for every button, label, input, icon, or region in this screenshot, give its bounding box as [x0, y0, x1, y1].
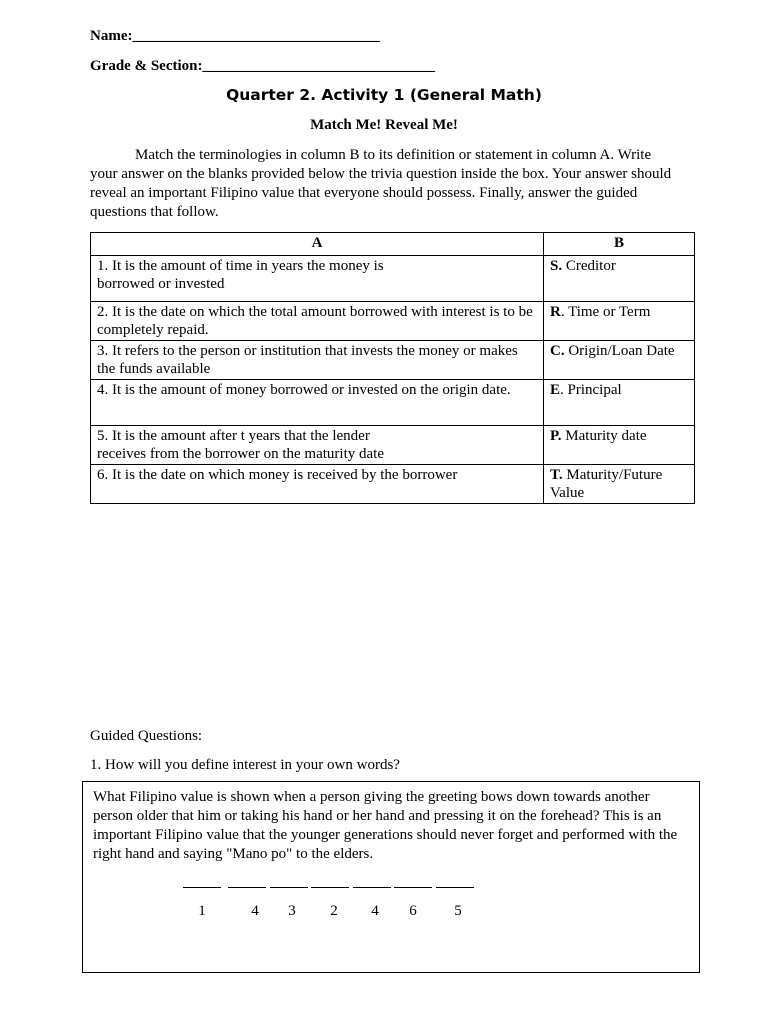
answer-blank[interactable]: [228, 887, 266, 889]
term-text: Maturity date: [561, 428, 647, 444]
column-b-header: B: [544, 233, 695, 256]
definition-line: 6. It is the date on which money is received by the borrower: [97, 467, 458, 483]
term-letter: R: [550, 304, 561, 320]
answer-blank[interactable]: [436, 887, 474, 889]
matching-table: [90, 232, 695, 504]
definition-line: receives from the borrower on the maturity date: [97, 446, 384, 462]
table-row: [91, 465, 695, 504]
term-text: . Principal: [560, 382, 622, 398]
guided-questions-heading: Guided Questions:: [90, 728, 203, 744]
definition-line: borrowed or invested: [97, 276, 225, 292]
definition-line: 3. It refers to the person or institution that invests the money or makes: [97, 343, 518, 359]
term-letter: E: [550, 382, 561, 398]
table-header-row: [91, 233, 695, 256]
name-field: [90, 28, 380, 45]
term-cell: [544, 302, 695, 341]
definition-line: 1. It is the amount of time in years the money is: [97, 258, 384, 274]
definition-cell: [91, 341, 544, 380]
term-letter: T.: [550, 467, 563, 483]
answer-blank[interactable]: [270, 887, 308, 889]
blank-number: 1: [198, 903, 206, 919]
term-cell: [544, 465, 695, 504]
trivia-question: What Filipino value is shown when a person giving the greeting bows down towards another person older that him or taking his hand or her hand and pressing it on the forehead? This is an important Filipino value that the younger generations should never forget and performed with the right hand and saying "Mano po" to the elders.: [93, 789, 678, 862]
definition-line: 4. It is the amount of money borrowed or invested on the origin date.: [97, 382, 511, 398]
table-row: [91, 341, 695, 380]
blank-number: 5: [454, 903, 462, 919]
blank-number: 3: [288, 903, 296, 919]
definition-cell: [91, 426, 544, 465]
blank-number: 2: [330, 903, 338, 919]
answer-blank[interactable]: [183, 887, 221, 889]
definition-cell: [91, 302, 544, 341]
definition-cell: [91, 256, 544, 302]
table-row: [91, 380, 695, 426]
definition-line: 2. It is the date on which the total amount borrowed with interest is to be: [97, 304, 533, 320]
term-letter: C.: [550, 343, 565, 359]
column-a-header: A: [91, 233, 544, 256]
term-text: Origin/Loan Date: [564, 343, 675, 359]
definition-cell: [91, 465, 544, 504]
definition-line: 5. It is the amount after t years that the lender: [97, 428, 370, 444]
blank-number: 4: [371, 903, 379, 919]
term-cell: [544, 426, 695, 465]
answer-blank[interactable]: [311, 887, 349, 889]
instructions-paragraph: Match the terminologies in column B to its definition or statement in column A. Write your answer on the blanks provided below the trivia question inside the box. Your answer should reveal an important Filipino value that everyone should possess. Finally, answer the guided questions that follow.: [90, 147, 672, 220]
grade-section-field: [90, 58, 435, 75]
term-cell: [544, 380, 695, 426]
grade-section-label: Grade & Section:: [90, 58, 203, 74]
blank-number: 4: [251, 903, 259, 919]
table-row: [91, 302, 695, 341]
name-blank[interactable]: _________________________________: [132, 28, 380, 44]
term-text: Creditor: [562, 258, 616, 274]
activity-subtitle: Match Me! Reveal Me!: [310, 117, 458, 133]
term-cell: [544, 341, 695, 380]
grade-section-blank[interactable]: _______________________________: [202, 58, 435, 74]
name-label: Name:: [90, 28, 133, 44]
definition-cell: [91, 380, 544, 426]
table-row: [91, 256, 695, 302]
term-letter: S.: [550, 258, 563, 274]
trivia-box: [82, 781, 700, 973]
definition-line: completely repaid.: [97, 322, 209, 338]
term-text: . Time or Term: [560, 304, 651, 320]
term-letter: P.: [550, 428, 562, 444]
answer-blank[interactable]: [353, 887, 391, 889]
page-title: Quarter 2. Activity 1 (General Math): [226, 86, 542, 104]
blank-number: 6: [409, 903, 417, 919]
definition-line: the funds available: [97, 361, 211, 377]
term-cell: [544, 256, 695, 302]
table-row: [91, 426, 695, 465]
answer-blank[interactable]: [394, 887, 432, 889]
guided-question-1: 1. How will you define interest in your own words?: [90, 757, 400, 773]
term-text: Maturity/Future Value: [550, 467, 663, 501]
